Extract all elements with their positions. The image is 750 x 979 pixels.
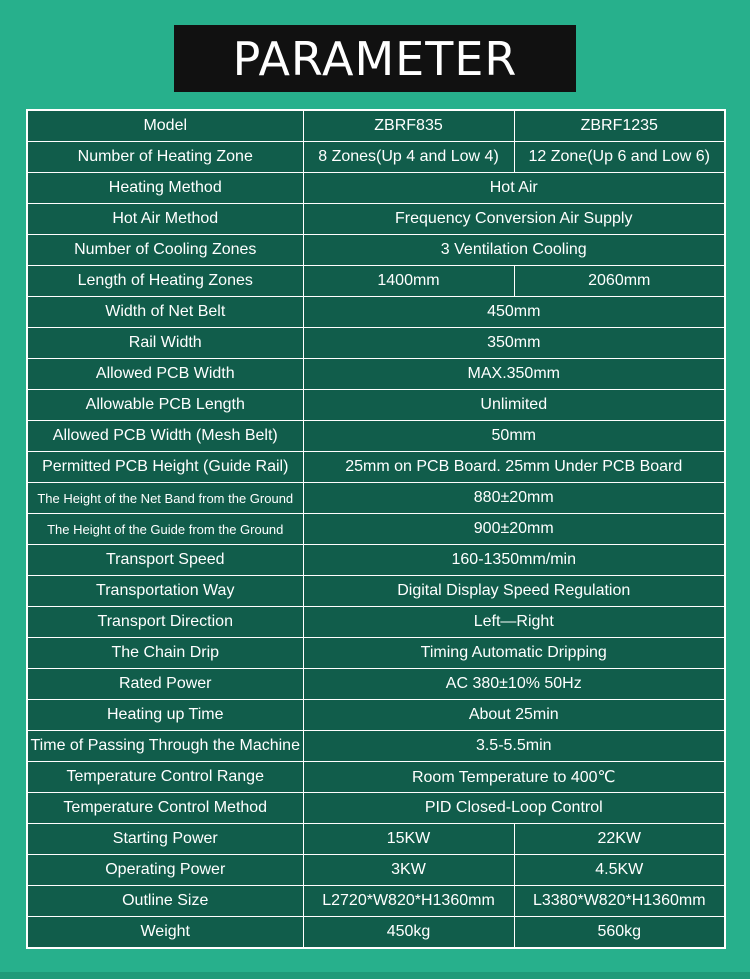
row-label: Transport Speed [27,545,303,576]
page-title: PARAMETER [174,25,576,92]
table-row [27,328,725,359]
table-row [27,793,725,824]
row-label: Number of Cooling Zones [27,235,303,266]
row-label: Time of Passing Through the Machine [27,731,303,762]
row-value: 880±20mm [303,483,725,514]
row-value-zbrf835: ZBRF835 [303,110,514,142]
table-row [27,576,725,607]
table-row [27,421,725,452]
row-value: 900±20mm [303,514,725,545]
table-row [27,297,725,328]
row-label: Operating Power [27,855,303,886]
row-value: 3 Ventilation Cooling [303,235,725,266]
row-label: Allowed PCB Width (Mesh Belt) [27,421,303,452]
row-label: Transportation Way [27,576,303,607]
table-row [27,173,725,204]
table-row [27,514,725,545]
table-row [27,700,725,731]
row-value: About 25min [303,700,725,731]
row-label: Transport Direction [27,607,303,638]
table-row [27,607,725,638]
row-value: 3.5-5.5min [303,731,725,762]
row-label: Temperature Control Method [27,793,303,824]
row-label: The Chain Drip [27,638,303,669]
table-row [27,731,725,762]
table-row [27,762,725,793]
row-value-zbrf835: L2720*W820*H1360mm [303,886,514,917]
row-value-zbrf1235: 560kg [514,917,725,949]
parameter-table-body [27,110,725,948]
row-label: Starting Power [27,824,303,855]
row-value-zbrf1235: 2060mm [514,266,725,297]
row-value: Left—Right [303,607,725,638]
table-row [27,110,725,142]
row-label: Allowable PCB Length [27,390,303,421]
row-label: Width of Net Belt [27,297,303,328]
row-value: Digital Display Speed Regulation [303,576,725,607]
row-value: Frequency Conversion Air Supply [303,204,725,235]
row-value-zbrf1235: 12 Zone(Up 6 and Low 6) [514,142,725,173]
row-value: AC 380±10% 50Hz [303,669,725,700]
row-value: 50mm [303,421,725,452]
table-row [27,204,725,235]
row-label: The Height of the Net Band from the Ground [27,483,303,514]
row-value-zbrf1235: 22KW [514,824,725,855]
row-value: Timing Automatic Dripping [303,638,725,669]
table-row [27,142,725,173]
table-row [27,545,725,576]
row-value-zbrf835: 8 Zones(Up 4 and Low 4) [303,142,514,173]
row-value: Hot Air [303,173,725,204]
table-row [27,390,725,421]
row-label: Length of Heating Zones [27,266,303,297]
row-value: 25mm on PCB Board. 25mm Under PCB Board [303,452,725,483]
row-label: Temperature Control Range [27,762,303,793]
row-value-zbrf1235: 4.5KW [514,855,725,886]
row-label: Heating Method [27,173,303,204]
row-label: Rail Width [27,328,303,359]
row-label: Model [27,110,303,142]
row-value: 350mm [303,328,725,359]
table-row [27,638,725,669]
row-label: Permitted PCB Height (Guide Rail) [27,452,303,483]
row-value: PID Closed-Loop Control [303,793,725,824]
table-row [27,855,725,886]
row-label: Outline Size [27,886,303,917]
row-label: Number of Heating Zone [27,142,303,173]
row-value: Unlimited [303,390,725,421]
row-value: Room Temperature to 400℃ [303,762,725,793]
parameter-table [26,109,726,949]
table-row [27,235,725,266]
table-row [27,266,725,297]
row-value: MAX.350mm [303,359,725,390]
row-value-zbrf835: 15KW [303,824,514,855]
row-value: 160-1350mm/min [303,545,725,576]
table-row [27,824,725,855]
table-row [27,886,725,917]
table-row [27,359,725,390]
row-value: 450mm [303,297,725,328]
row-value-zbrf1235: L3380*W820*H1360mm [514,886,725,917]
table-row [27,669,725,700]
row-value-zbrf835: 3KW [303,855,514,886]
row-label: Rated Power [27,669,303,700]
table-row [27,452,725,483]
row-label: Allowed PCB Width [27,359,303,390]
row-label: Hot Air Method [27,204,303,235]
row-value-zbrf1235: ZBRF1235 [514,110,725,142]
row-label: Heating up Time [27,700,303,731]
row-value-zbrf835: 450kg [303,917,514,949]
row-value-zbrf835: 1400mm [303,266,514,297]
table-row [27,483,725,514]
table-row [27,917,725,949]
row-label: The Height of the Guide from the Ground [27,514,303,545]
row-label: Weight [27,917,303,949]
bottom-divider [0,972,750,979]
